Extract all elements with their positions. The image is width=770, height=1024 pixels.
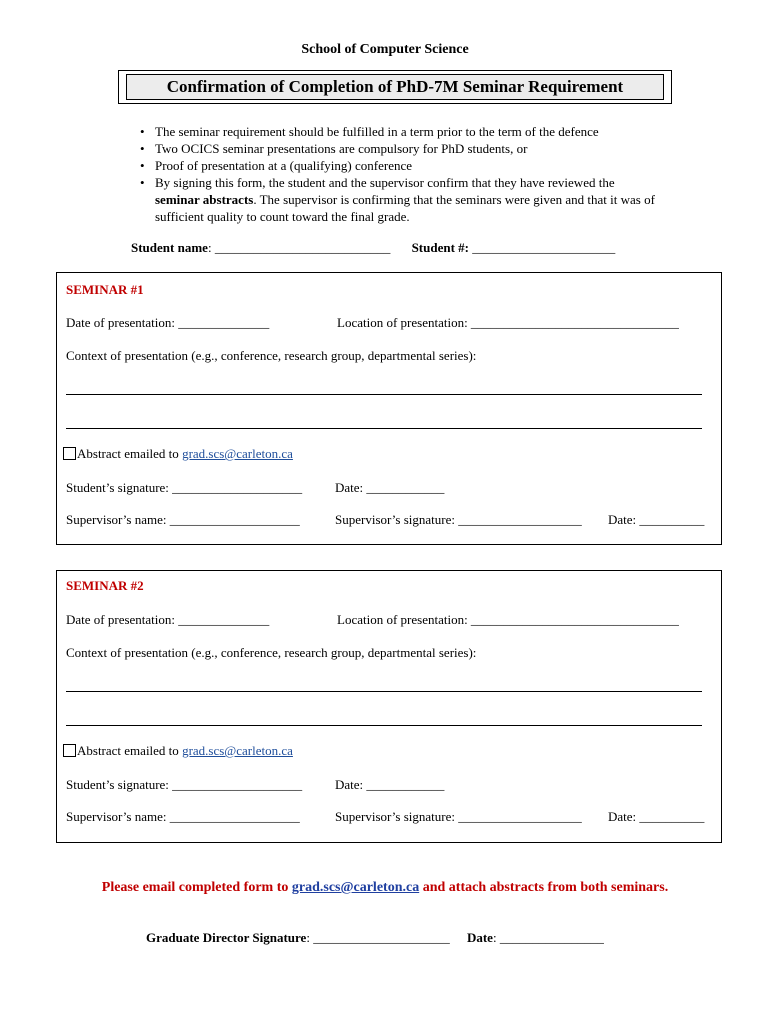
supervisor-date-field[interactable]: Date: __________ — [608, 512, 705, 527]
graduate-director-date-label: Date — [466, 930, 493, 945]
graduate-director-label: Graduate Director Signature — [146, 930, 307, 945]
school-name: School of Computer Science — [301, 42, 469, 57]
abstract-emailed-checkbox[interactable] — [63, 447, 76, 460]
form-title: Confirmation of Completion of PhD-7M Seminar Requirement — [126, 74, 664, 100]
abstract-emailed-row: Abstract emailed to grad.scs@carleton.ca — [63, 743, 293, 759]
email-link[interactable]: grad.scs@carleton.ca — [182, 446, 293, 461]
instruction-item: • Proof of presentation at a (qualifying) conference — [140, 157, 660, 174]
student-name-label: Student name — [131, 240, 208, 255]
supervisor-signature-field[interactable]: Supervisor’s signature: ___________________ — [335, 512, 582, 527]
student-number-field[interactable]: ______________________ — [469, 240, 616, 255]
date-of-presentation-field[interactable]: Date of presentation: ______________ — [66, 612, 270, 627]
seminar-title: SEMINAR #2 — [66, 578, 144, 593]
instruction-item: • The seminar requirement should be fulfilled in a term prior to the term of the defence — [140, 123, 660, 140]
instructions-list — [140, 123, 660, 225]
instruction-item: • By signing this form, the student and the supervisor confirm that they have reviewed the seminar abstracts. The supervisor is confirming that the seminars were given and that it was of sufficient quality to count toward the final grade. — [140, 174, 660, 225]
student-date-field[interactable]: Date: ____________ — [335, 480, 445, 495]
graduate-director-date-field[interactable]: ________________ — [499, 930, 604, 945]
supervisor-date-field[interactable]: Date: __________ — [608, 809, 705, 824]
email-link[interactable]: grad.scs@carleton.ca — [182, 743, 293, 758]
graduate-director-signature-field[interactable]: _____________________ — [313, 930, 450, 945]
location-of-presentation-field[interactable]: Location of presentation: ________________________________ — [337, 315, 679, 330]
bold-phrase: seminar abstracts — [155, 192, 254, 207]
abstract-emailed-checkbox[interactable] — [63, 744, 76, 757]
context-line[interactable] — [66, 428, 702, 429]
context-label: Context of presentation (e.g., conference, research group, departmental series): — [66, 645, 477, 660]
student-date-field[interactable]: Date: ____________ — [335, 777, 445, 792]
context-line[interactable] — [66, 394, 702, 395]
date-of-presentation-field[interactable]: Date of presentation: ______________ — [66, 315, 270, 330]
supervisor-name-field[interactable]: Supervisor’s name: ____________________ — [66, 512, 300, 527]
context-line[interactable] — [66, 725, 702, 726]
graduate-director-row: Graduate Director Signature: _____________________ Date: ________________ — [146, 930, 604, 945]
abstract-emailed-row: Abstract emailed to grad.scs@carleton.ca — [63, 446, 293, 462]
student-signature-field[interactable]: Student’s signature: ____________________ — [66, 777, 303, 792]
notice-email-link[interactable]: grad.scs@carleton.ca — [291, 880, 420, 895]
submission-notice: Please email completed form to grad.scs@carleton.ca and attach abstracts from both seminars. — [101, 880, 669, 895]
context-label: Context of presentation (e.g., conference, research group, departmental series): — [66, 348, 477, 363]
student-number-label: Student #: — [411, 240, 469, 255]
context-line[interactable] — [66, 691, 702, 692]
seminar-title: SEMINAR #1 — [66, 282, 144, 297]
seminar-2-section — [56, 570, 722, 843]
supervisor-name-field[interactable]: Supervisor’s name: ____________________ — [66, 809, 300, 824]
location-of-presentation-field[interactable]: Location of presentation: ________________________________ — [337, 612, 679, 627]
student-name-field[interactable]: ___________________________ — [214, 240, 391, 255]
student-signature-field[interactable]: Student’s signature: ____________________ — [66, 480, 303, 495]
title-frame — [118, 70, 672, 104]
student-info-row: Student name: ___________________________ Student #: ______________________ — [131, 240, 616, 255]
instruction-item: • Two OCICS seminar presentations are compulsory for PhD students, or — [140, 140, 660, 157]
supervisor-signature-field[interactable]: Supervisor’s signature: ___________________ — [335, 809, 582, 824]
seminar-1-section — [56, 272, 722, 545]
